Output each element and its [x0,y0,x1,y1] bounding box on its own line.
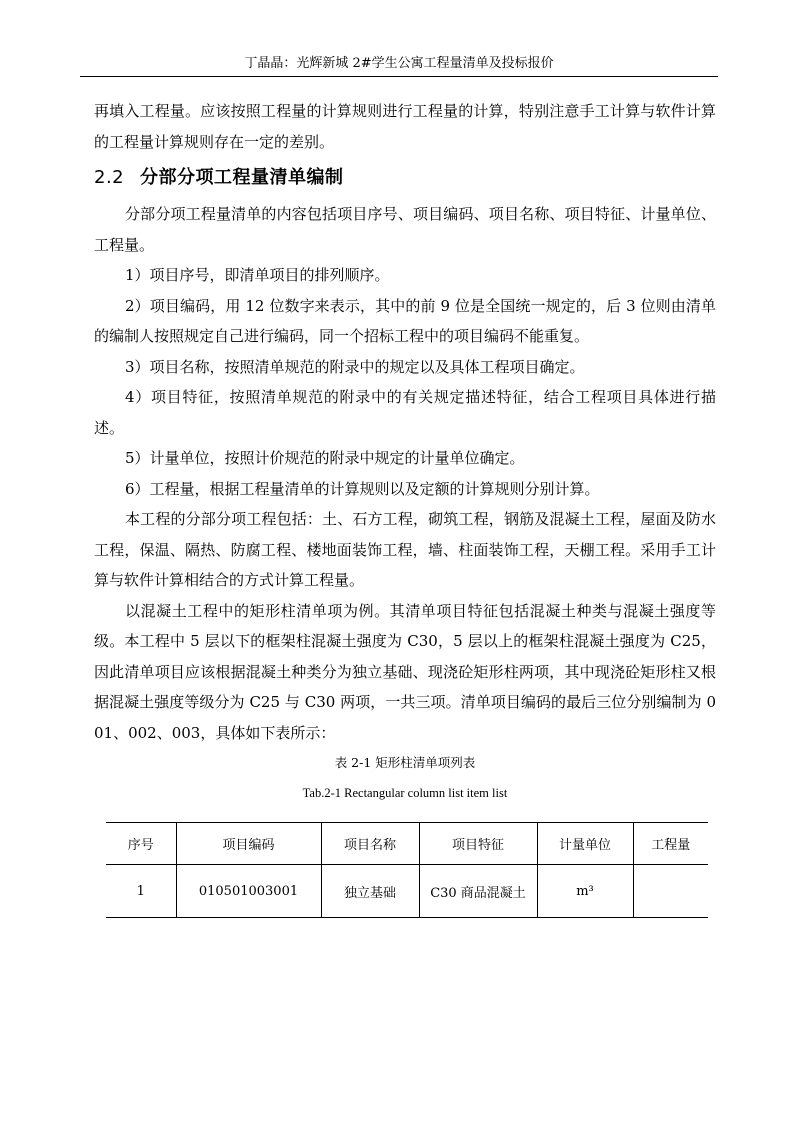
header-cell-unit: 计量单位 [537,823,633,865]
list-item-6: 6）工程量，根据工程量清单的计算规则以及定额的计算规则分别计算。 [125,479,600,498]
list-item-2: 2）项目编码，用 12 位数字来表示，其中的前 9 位是全国统一规定的，后 3 位则由清单的编制人按照规定自己进行编码，同一个招标工程中的项目编码不能重复。 [94,296,716,345]
page-body [94,96,716,808]
cell-code: 010501003001 [176,865,321,918]
paragraph-scope: 本工程的分部分项工程包括：土、石方工程，砌筑工程，钢筋及混凝土工程，屋面及防水工程，保温、隔热、防腐工程、楼地面装饰工程，墙、柱面装饰工程，天棚工程。采用手工计算与软件计算相结合的方式计算工程量。 [94,510,716,589]
header-rule [80,76,718,77]
list-item-5: 5）计量单位，按照计价规范的附录中规定的计量单位确定。 [125,449,525,467]
cell-name: 独立基础 [321,865,419,918]
section-title: 分部分项工程量清单编制 [140,167,344,188]
header-cell-quantity: 工程量 [633,823,708,865]
cell-quantity [633,865,708,918]
cell-feature: C30 商品混凝土 [419,865,537,918]
column-list-table [106,822,708,918]
header-cell-index: 序号 [127,838,154,853]
table-caption-cn: 表 2-1 矩形柱清单项列表 [334,755,476,770]
paragraph-example: 以混凝土工程中的矩形柱清单项为例。其清单项目特征包括混凝土种类与混凝土强度等级。本工程中 5 层以下的框架柱混凝土强度为 C30，5 层以上的框架柱混凝土强度为 C25，因此清单项目应该根据混凝土种类分为独立基础、现浇砼矩形柱两项，其中现浇砼矩形柱又根据混凝土强度等级分为 C25 与 C30 两项，一共三项。清单项目编码的最后三位分别编制为 001、002、003，具体如下表所示： [94,601,716,742]
section-heading [94,163,716,193]
header-cell-code: 项目编码 [176,823,321,865]
list-item-4: 4）项目特征，按照清单规范的附录中的有关规定描述特征，结合工程项目具体进行描述。 [94,388,716,437]
cell-index: 1 [136,883,145,899]
header-cell-name: 项目名称 [321,823,419,865]
paragraph-continued: 再填入工程量。应该按照工程量的计算规则进行工程量的计算，特别注意手工计算与软件计算的工程量计算规则存在一定的差别。 [94,102,716,151]
paragraph-intro: 分部分项工程量清单的内容包括项目序号、项目编码、项目名称、项目特征、计量单位、工程量。 [94,205,716,254]
header-cell-feature: 项目特征 [419,823,537,865]
section-number: 2.2 [94,167,125,188]
table-header-row [106,823,708,865]
table-caption-en: Tab.2-1 Rectangular column list item list [302,786,508,800]
list-item-1: 1）项目序号，即清单项目的排列顺序。 [125,266,390,284]
cell-unit: m³ [537,865,633,918]
running-header: 丁晶晶：光辉新城 2#学生公寓工程量清单及投标报价 [244,56,554,71]
list-item-3: 3）项目名称，按照清单规范的附录中的规定以及具体工程项目确定。 [125,357,585,376]
table-row [106,865,708,918]
